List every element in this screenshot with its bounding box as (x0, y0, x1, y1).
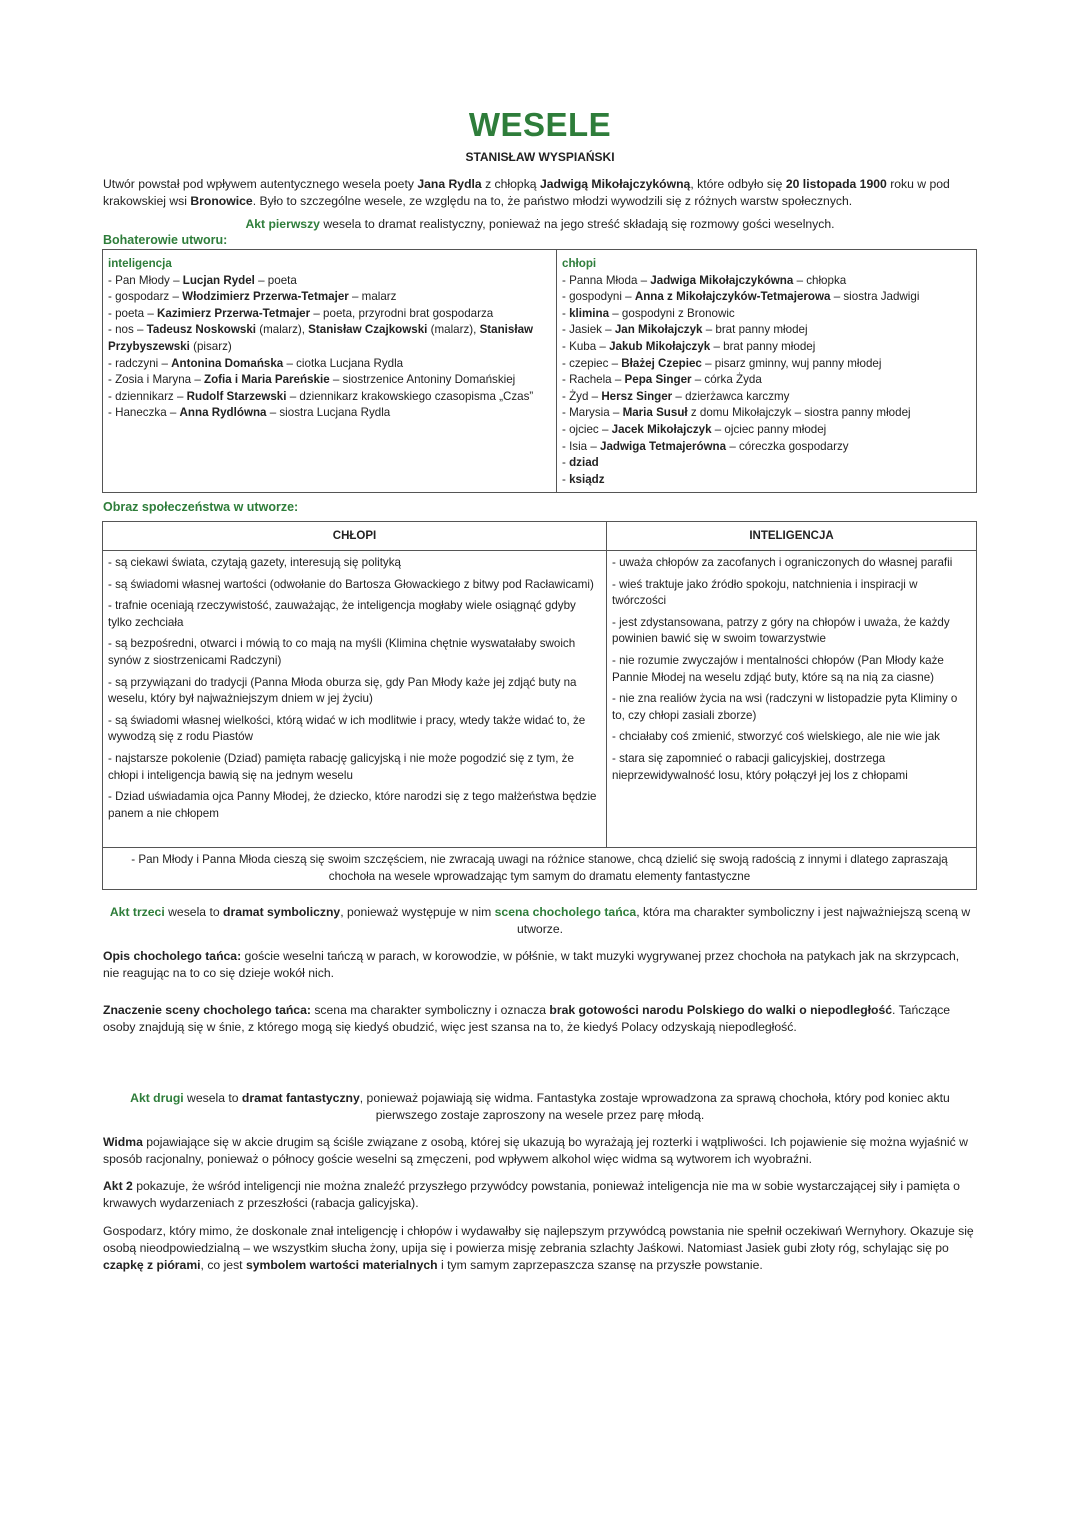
hero-name: Anna Rydlówna (179, 406, 267, 420)
trait-item: - są świadomi własnej wielkości, którą widać w ich modlitwie i pracy, wtedy także widać to, że wywodzą się z rodu Piastów (108, 713, 586, 744)
text-span: , ponieważ pojawiają się widma. Fantastyka zostaje wprowadzona za sprawą chochoła, który pod koniec aktu pierwszego zostaje zaproszony na wesele przez parę młodą. (359, 1091, 950, 1122)
hero-entry (562, 472, 971, 489)
hero-name: Błażej Czepiec (621, 356, 702, 370)
trait-item: - Dziad uświadamia ojca Panny Młodej, że dziecko, które narodzi się z tego małżeństwa będzie panem a nie chłopem (108, 790, 597, 820)
text-span: i tym samym zaprzepaszcza szansę na przyszłe powstanie. (437, 1258, 763, 1272)
document-title: WESELE (468, 106, 612, 143)
hero-role: - Haneczka – (108, 406, 180, 420)
hero-role: - Panna Młoda – (562, 273, 651, 287)
hero-name: Jadwiga Tetmajerówna (600, 439, 727, 453)
hero-role: - gospodarz – (108, 290, 183, 304)
hero-role: – dzierżawca karczmy (672, 389, 790, 403)
hero-role: (malarz), (256, 323, 309, 337)
intro-paragraph (103, 176, 977, 210)
hero-name: klimina (569, 306, 610, 320)
hero-role: – dziennikarz krakowskiego czasopisma „Czas” (286, 389, 534, 403)
text-span: , ponieważ występuje w nim (340, 905, 495, 919)
text-span: Gospodarz, który mimo, że doskonale znał inteligencję i chłopów i wydawałby się najlepszym przywódcą powstania nie spełnił oczekiwań Wernyhory. Okazuje się osobą nieodpowiedzialną – we wszystkim słucha żony, upija się i powierza misję zebrania szlachty Jaśkowi. Natomiast Jasiek gubi złoty róg, schylając się po (103, 1224, 974, 1255)
bold-span: Bronowice (190, 194, 253, 208)
hero-role: – córeczka gospodarzy (726, 439, 849, 453)
hero-role: - Isia – (562, 439, 601, 453)
hero-entry (108, 405, 551, 422)
hero-role: - Jasiek – (562, 323, 615, 337)
host-paragraph (103, 1223, 977, 1274)
hero-role: – brat panny młodej (702, 323, 808, 337)
common-trait-cell: - Pan Młody i Panna Młoda cieszą się swoim szczęściem, nie zwracają uwagi na różnice stanowe, chcą dzielić się swoją radością z innymi i dlatego zapraszają chochoła na wesele wprowadzając tym samym do dramatu elementy fantastyczne (103, 848, 977, 890)
bold-span: dramat fantastyczny (241, 1091, 360, 1105)
hero-name: Tadeusz Noskowski (146, 323, 256, 337)
text-span: wesela to dramat realistyczny, ponieważ na jego streść składają się rozmowy gości weselnych. (319, 217, 835, 231)
text-span: , która ma charakter symboliczny i jest najważniejszą sceną w utworze. (516, 905, 971, 936)
hero-name: Pepa Singer (624, 373, 692, 387)
trait-item: - wieś traktuje jako źródło spokoju, natchnienia i inspiracji w twórczości (612, 577, 918, 608)
act3-paragraph (103, 904, 977, 938)
text-span: Utwór powstał pod wpływem autentycznego wesela poety (103, 177, 418, 191)
ghosts-label: Widma (103, 1135, 143, 1149)
act1-label: Akt pierwszy (245, 217, 320, 231)
hero-role: - ojciec – (562, 422, 612, 436)
hero-role: - Żyd – (562, 389, 602, 403)
text-span: , które odbyło się (690, 177, 786, 191)
hero-role: - (562, 456, 570, 470)
hero-name: Włodzimierz Przerwa-Tetmajer (182, 290, 349, 304)
trait-item: - są bezpośredni, otwarci i mówią to co mają na myśli (Klimina chętnie wyswatałaby swoich synów z siostrzenicami Radczyni) (108, 637, 576, 667)
hero-role: - czepiec – (562, 356, 622, 370)
dance-description-label: Opis chocholego tańca: (103, 949, 242, 963)
heroes-table (102, 249, 977, 493)
act1-paragraph (103, 216, 977, 233)
document-author: STANISŁAW WYSPIAŃSKI (465, 150, 615, 164)
hero-name: Zofia i Maria Pareńskie (204, 373, 330, 387)
hero-entry (562, 439, 971, 456)
intelligentsia-traits-list (612, 555, 971, 784)
hero-name: Stanisław Czajkowski (308, 323, 428, 337)
hero-entry (108, 356, 551, 373)
act3-label: Akt trzeci (109, 905, 165, 919)
hero-name: Kazimierz Przerwa-Tetmajer (157, 306, 311, 320)
text-span: . Było to szczególne wesele, ze względu na to, że państwo młodzi wywodzili się z różnych warstw społecznych. (252, 194, 853, 208)
hero-role: - dziennikarz – (108, 389, 187, 403)
act2-paragraph (103, 1090, 977, 1124)
hero-entry (562, 322, 971, 339)
hero-role: - Rachela – (562, 373, 625, 387)
hero-name: Hersz Singer (601, 389, 673, 403)
hero-role: – córka Żyda (691, 373, 762, 387)
hero-entry (562, 289, 971, 306)
hero-entry (562, 405, 971, 422)
text-span: wesela to (164, 905, 223, 919)
text-span: . Tańczące osoby znajdują się w śnie, z którego mogą się kiedyś obudzić, więc jest szansa na to, że kiedyś Polacy odzyskają niepodległość. (103, 1003, 951, 1034)
hero-entry (562, 389, 971, 406)
intelligentsia-column-header: INTELIGENCJA (607, 522, 977, 551)
hero-name: Jacek Mikołajczyk (611, 422, 712, 436)
bold-span: Jana Rydla (417, 177, 482, 191)
hero-entry (562, 455, 971, 472)
hero-entry (562, 306, 971, 323)
hero-role: z domu Mikołajczyk – siostra panny młodej (687, 406, 911, 420)
act2-label: Akt drugi (130, 1091, 184, 1105)
hero-name: Rudolf Starzewski (186, 389, 287, 403)
hero-name: Lucjan Rydel (182, 273, 255, 287)
peasants-title: chłopi (562, 257, 597, 270)
hero-entry (562, 339, 971, 356)
hero-name: Jadwiga Mikołajczykówna (650, 273, 794, 287)
bold-span: Jadwigą Mikołajczykówną (539, 177, 691, 191)
hero-role: – poeta, przyrodni brat gospodarza (310, 306, 494, 320)
hero-role: - Kuba – (562, 339, 610, 353)
trait-item: - nie rozumie zwyczajów i mentalności chłopów (Pan Młody każe Pannie Młodej na weselu zdjąć buty, które są na nią za ciasne) (612, 653, 944, 684)
dance-description-paragraph (103, 948, 977, 982)
hero-role: – ciotka Lucjana Rydla (283, 356, 404, 370)
hero-role: – siostra Jadwigi (830, 290, 920, 304)
hero-entry (562, 372, 971, 389)
hero-role: - (562, 306, 570, 320)
hero-role: – ojciec panny młodej (711, 422, 827, 436)
trait-item: - jest zdystansowana, patrzy z góry na chłopów i uważa, że każdy powinien bawić się w swoim towarzystwie (612, 615, 950, 646)
hero-name: ksiądz (569, 472, 605, 486)
dance-meaning-label: Znaczenie sceny chocholego tańca: (103, 1003, 311, 1017)
trait-item: - stara się zapomnieć o rabacji galicyjskiej, dostrzega nieprzewidywalność losu, który połączył jej los z chłopami (612, 751, 908, 782)
hero-role: - Pan Młody – (108, 273, 183, 287)
hero-name: Jakub Mikołajczyk (609, 339, 711, 353)
trait-item: - są ciekawi świata, czytają gazety, interesują się polityką (108, 556, 401, 569)
hero-name: dziad (569, 456, 599, 470)
hero-entry (108, 322, 551, 355)
peasants-traits-list (108, 555, 601, 822)
hero-role: – brat panny młodej (710, 339, 816, 353)
text-span: pojawiające się w akcie drugim są ściśle związane z osobą, której się ukazują bo wyrażają jej rozterki i wątpliwości. Ich pojawienie się można wyjaśnić w sposób racjonalny, ponieważ o północy goście weselni są zmęczeni, pod wpływem alkohol więc widma są wytworem ich wyobraźni. (103, 1135, 968, 1166)
society-heading: Obraz społeczeństwa w utworze: (103, 500, 299, 514)
hero-role: – chłopka (793, 273, 847, 287)
hero-role: - Zosia i Maryna – (108, 373, 204, 387)
trait-item: - są świadomi własnej wartości (odwołanie do Bartosza Głowackiego z bitwy pod Racławicami) (108, 577, 594, 591)
trait-item: - najstarsze pokolenie (Dziad) pamięta rabację galicyjską i nie może pogodzić się z tym, że chłopi i inteligencja bawią się na jednym weselu (108, 751, 574, 782)
hero-entry (562, 422, 971, 439)
peasants-column-header: CHŁOPI (103, 522, 607, 551)
hero-entry (108, 289, 551, 306)
hero-name: Anna z Mikołajczyków-Tetmajerowa (634, 290, 831, 304)
ghosts-paragraph (103, 1134, 977, 1168)
heroes-heading: Bohaterowie utworu: (103, 233, 228, 247)
bold-span: symbolem wartości materialnych (245, 1258, 438, 1272)
peasants-cell (557, 250, 977, 493)
hero-role: (malarz), (427, 323, 480, 337)
hero-role: – pisarz gminny, wuj panny młodej (701, 356, 882, 370)
society-table (102, 521, 977, 890)
trait-item: - chciałaby coś zmienić, stworzyć coś wielskiego, ale nie wie jak (612, 730, 940, 744)
intelligentsia-title: inteligencja (108, 257, 172, 270)
hero-role: - poeta – (108, 306, 157, 320)
text-span: pokazuje, że wśród inteligencji nie można znaleźć przyszłego przywódcy powstania, ponieważ inteligencja nie ma w sobie wystarczającej siły i pamięta o krwawych wydarzeniach z przeszłości (rabacja galicyjska). (103, 1179, 960, 1210)
bold-span: 20 listopada 1900 (785, 177, 887, 191)
text-span: , co jest (200, 1258, 246, 1272)
intelligentsia-list (108, 273, 551, 422)
hero-role: (pisarz) (189, 339, 232, 353)
act2-summary-label: Akt 2 (103, 1179, 133, 1193)
trait-item: - uważa chłopów za zacofanych i ograniczonych do własnej parafii (612, 556, 953, 569)
hero-role: – gospodyni z Bronowic (609, 306, 735, 320)
peasants-list (562, 273, 971, 489)
hero-role: - (562, 472, 570, 486)
intelligentsia-cell (103, 250, 557, 493)
trait-item: - są przywiązani do tradycji (Panna Młoda oburza się, gdy Pan Młody każe jej zdjąć buty na weselu, który był najważniejszym dniem w jej życiu) (108, 675, 577, 706)
peasants-traits-cell (103, 551, 607, 848)
hero-role: – poeta (254, 273, 297, 287)
hero-role: - nos – (108, 323, 147, 337)
bold-span: czapkę z piórami (103, 1258, 201, 1272)
trait-item: - trafnie oceniają rzeczywistość, zauważając, że inteligencja mogłaby wiele osiągnąć gdyby tylko zechciała (108, 599, 576, 629)
text-span: scena ma charakter symboliczny i oznacza (310, 1003, 550, 1017)
hero-name: Antonina Domańska (171, 356, 284, 370)
hero-role: – malarz (348, 290, 397, 304)
hero-entry (562, 273, 971, 290)
hero-entry (108, 273, 551, 290)
text-span: wesela to (183, 1091, 242, 1105)
bold-span: brak gotowości narodu Polskiego do walki o niepodległość (549, 1003, 893, 1017)
highlight-span: scena chocholego tańca (494, 905, 637, 919)
hero-name: Maria Susuł (622, 406, 688, 420)
hero-entry (108, 372, 551, 389)
text-span: goście weselni tańczą w parach, w korowodzie, w półśnie, w takt muzyki wygrywanej przez chochoła na patykach jak na skrzypcach, nie reagując na to co się dzieje wokół nich. (103, 949, 960, 980)
hero-role: - Marysia – (562, 406, 623, 420)
hero-name: Jan Mikołajczyk (614, 323, 703, 337)
hero-entry (562, 356, 971, 373)
hero-entry (108, 306, 551, 323)
bold-span: dramat symboliczny (223, 905, 341, 919)
hero-role: – siostrzenice Antoniny Domańskiej (329, 373, 516, 387)
text-span: roku w pod krakowskiej wsi (103, 177, 950, 208)
intelligentsia-traits-cell (607, 551, 977, 848)
hero-role: - gospodyni – (562, 290, 635, 304)
act2-summary-paragraph (103, 1178, 977, 1212)
hero-role: – siostra Lucjana Rydla (266, 406, 391, 420)
hero-entry (108, 389, 551, 406)
hero-role: - radczyni – (108, 356, 172, 370)
hero-name: Stanisław Przybyszewski (108, 323, 534, 353)
trait-item: - nie zna realiów życia na wsi (radczyni w listopadzie pyta Kliminy o to, czy chłopi zasiali zborze) (612, 692, 958, 722)
text-span: z chłopką (481, 177, 540, 191)
dance-meaning-paragraph (103, 1002, 977, 1036)
